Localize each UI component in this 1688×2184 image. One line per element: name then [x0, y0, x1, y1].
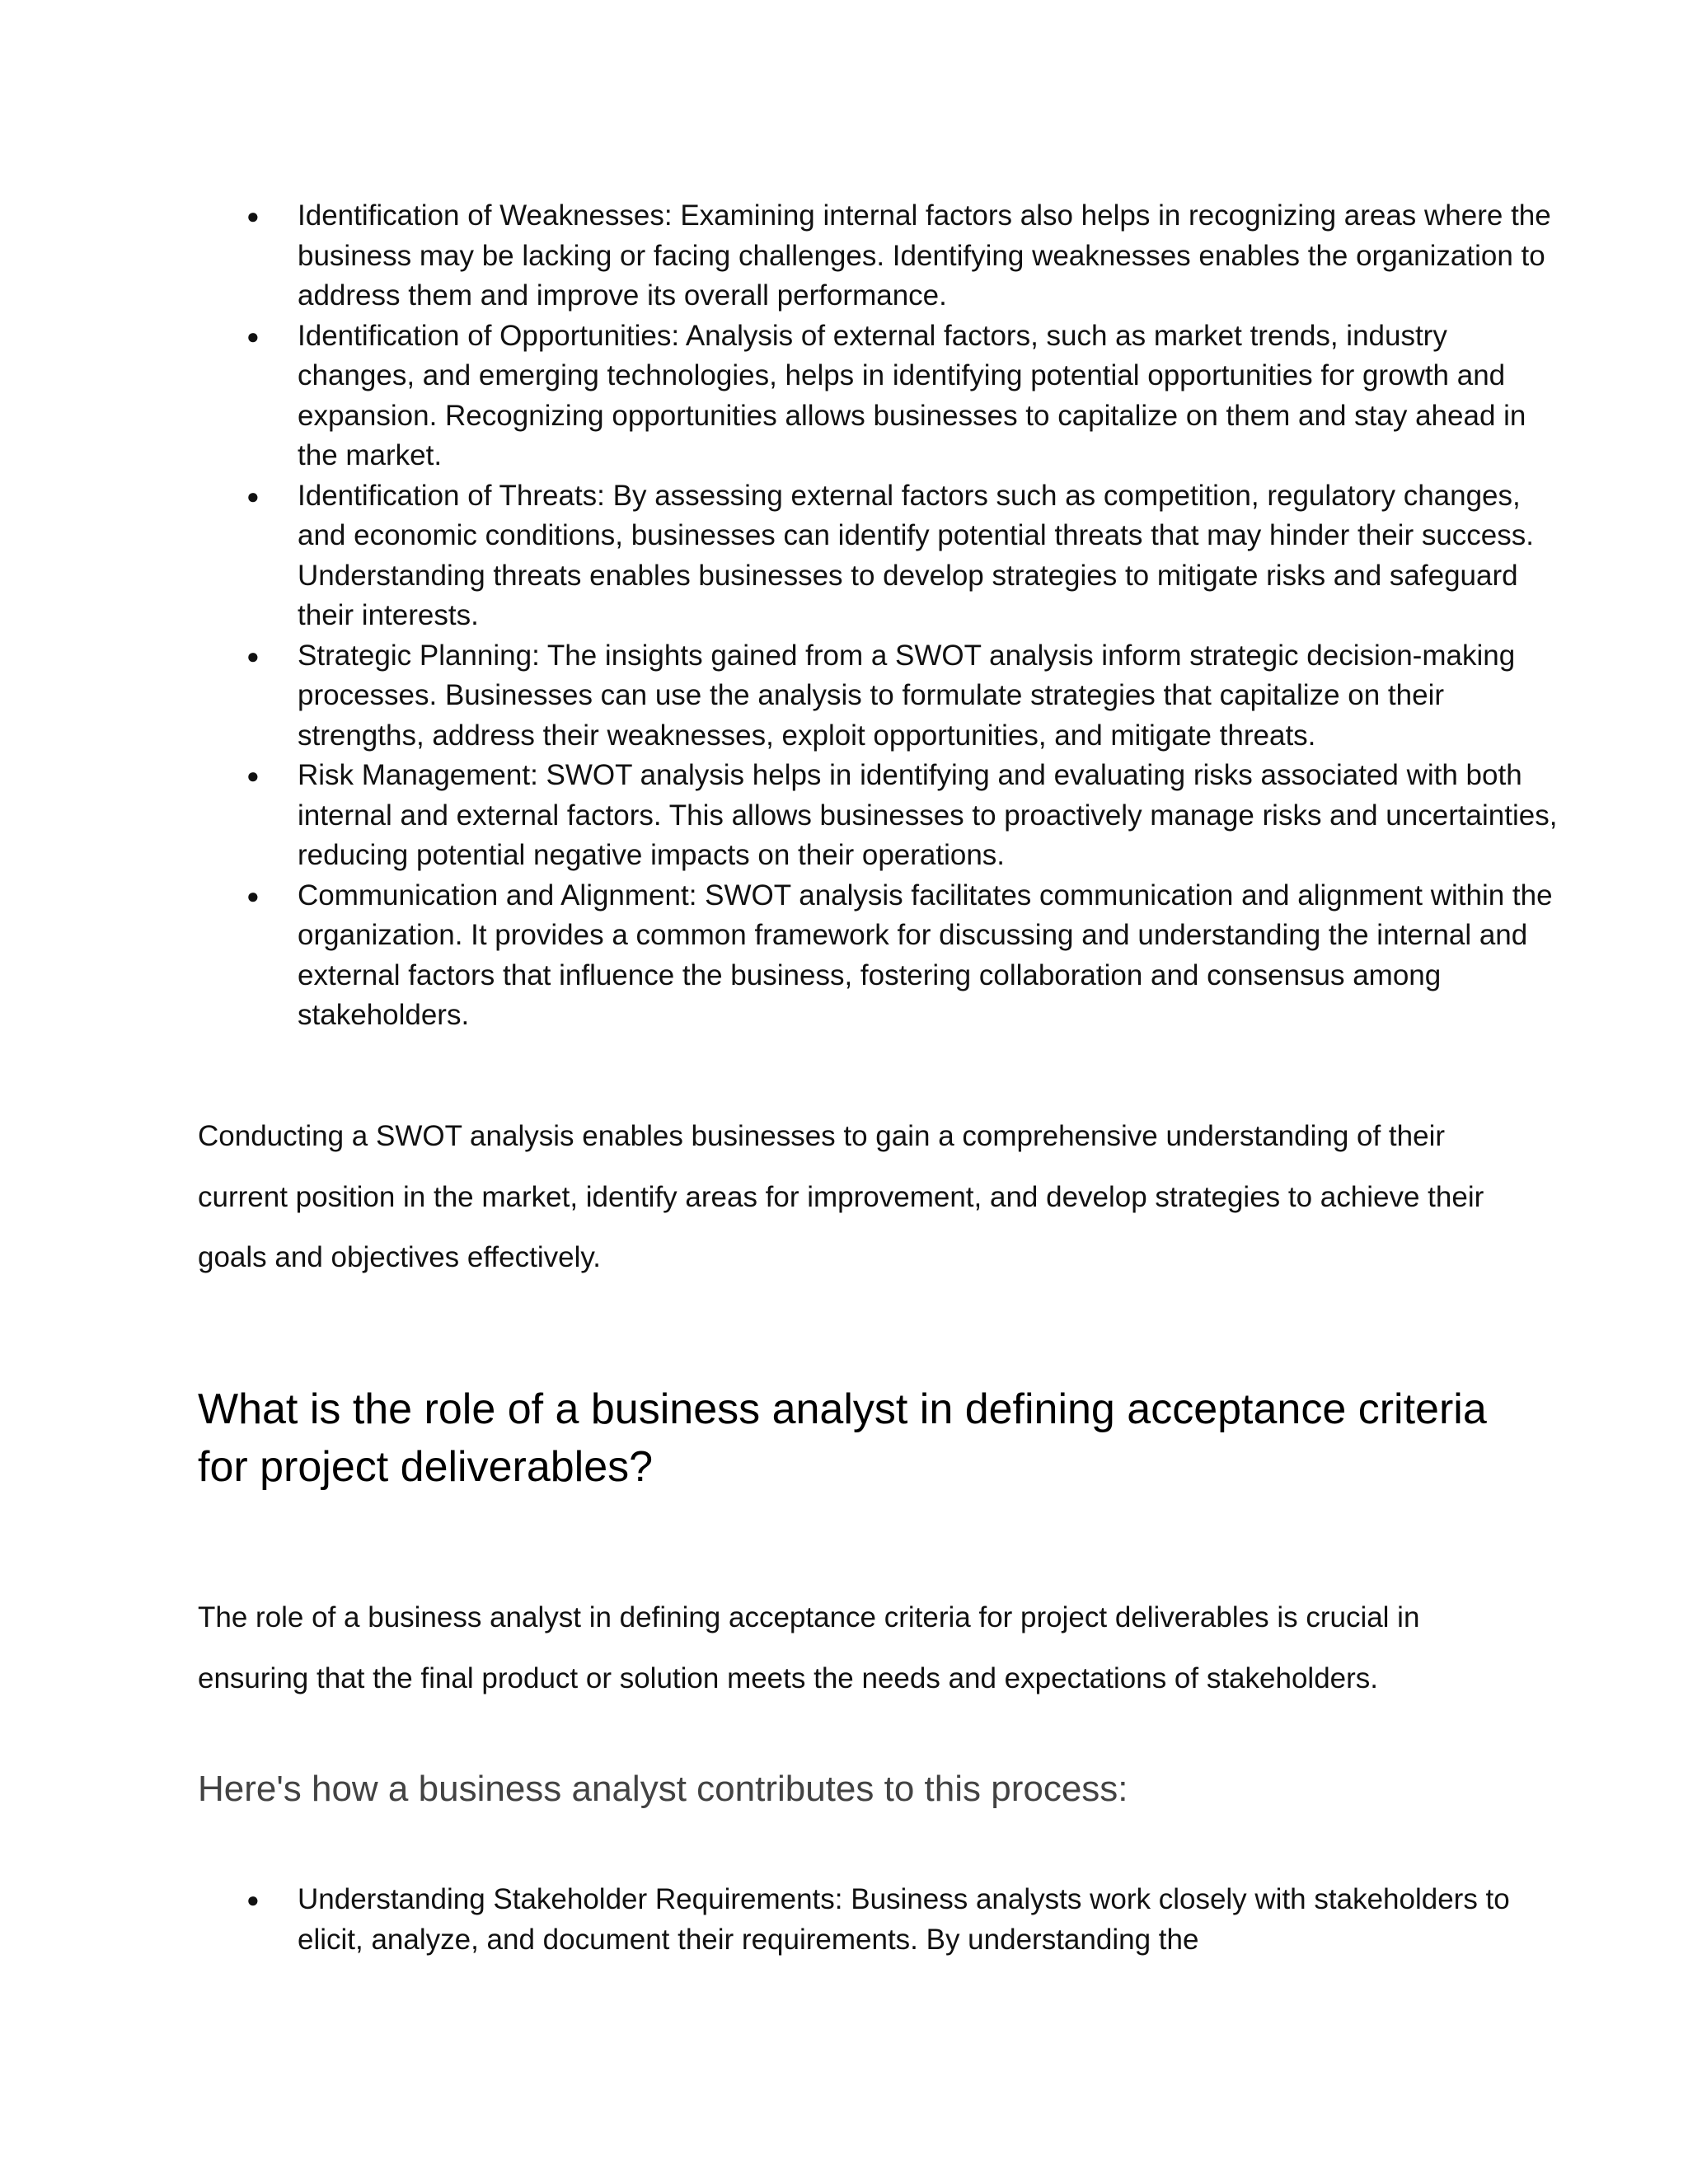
- swot-benefits-list: [0, 196, 1567, 1036]
- list-item: ● Risk Management: SWOT analysis helps in identifying and evaluating risks associated with both internal and external factors. This allows businesses to proactively manage risks and uncertainties, reducing potential negative impacts on their operations.: [0, 756, 1567, 876]
- list-item: ● Understanding Stakeholder Requirements: Business analysts work closely with stakeholders to elicit, analyze, and document their requirements. By understanding the: [0, 1880, 1567, 1960]
- list-item: ● Identification of Opportunities: Analysis of external factors, such as market trends, industry changes, and emerging technologies, helps in identifying potential opportunities for growth and expansion. Recognizing opportunities allows businesses to capitalize on them and stay ahead in the market.: [0, 316, 1567, 476]
- list-item: ● Strategic Planning: The insights gained from a SWOT analysis inform strategic decision-making processes. Businesses can use the analysis to formulate strategies that capitalize on their strengths, address their weaknesses, exploit opportunities, and mitigate threats.: [0, 636, 1567, 757]
- list-item: ● Identification of Weaknesses: Examining internal factors also helps in recognizing areas where the business may be lacking or facing challenges. Identifying weaknesses enables the organization to address them and improve its overall performance.: [0, 196, 1567, 316]
- subheading: Here's how a business analyst contributes to this process:: [198, 1769, 1128, 1809]
- list-item: ● Communication and Alignment: SWOT analysis facilitates communication and alignment within the organization. It provides a common framework for discussing and understanding the internal and external factors that influence the business, fostering collaboration and consensus among stakeholders.: [0, 876, 1567, 1036]
- list-item: ● Identification of Threats: By assessing external factors such as competition, regulatory changes, and economic conditions, businesses can identify potential threats that may hinder their success. Understanding threats enables businesses to develop strategies to mitigate risks and safeguard their interests.: [0, 476, 1567, 636]
- intro-paragraph: The role of a business analyst in defining acceptance criteria for project deliverables is crucial in ensuring that the final product or solution meets the needs and expectations of stakeholders.: [198, 1601, 1420, 1694]
- section-heading: What is the role of a business analyst in defining acceptance criteria for project deliverables?: [198, 1385, 1487, 1491]
- conclusion-paragraph: Conducting a SWOT analysis enables businesses to gain a comprehensive understanding of their current position in the market, identify areas for improvement, and develop strategies to achieve their goals and objectives effectively.: [198, 1120, 1484, 1273]
- ba-contributions-list: [0, 1880, 1567, 1960]
